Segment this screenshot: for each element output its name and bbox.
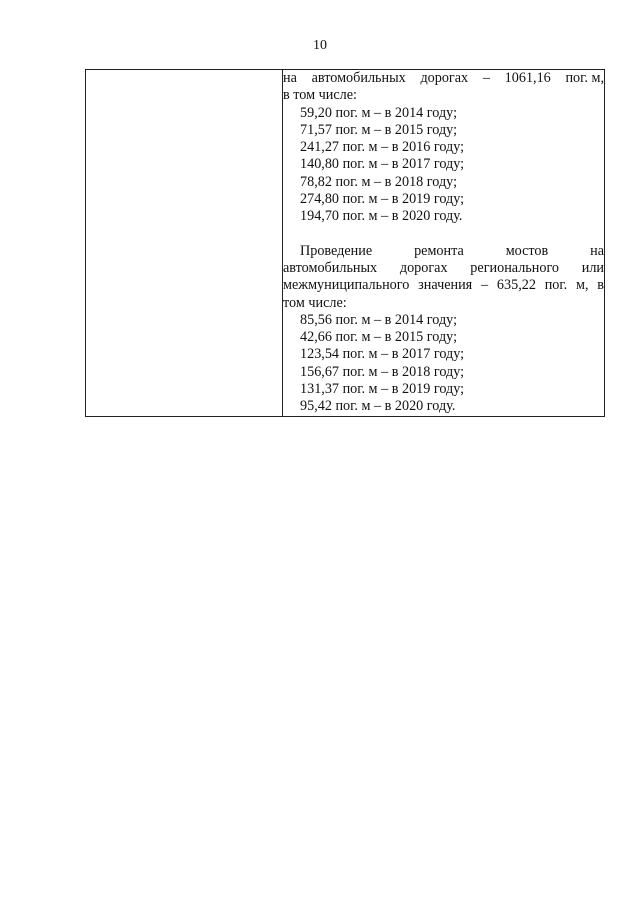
list-item: 95,42 пог. м – в 2020 году. (300, 398, 456, 415)
section1-line1 (283, 70, 604, 87)
section2-line4: том числе: (283, 294, 347, 311)
list-item: 156,67 пог. м – в 2018 году; (300, 363, 465, 380)
paragraph-gap (283, 226, 604, 243)
list-item: 71,57 пог. м – в 2015 году; (300, 121, 458, 138)
word: регионального (470, 259, 560, 276)
word: 1061,16 (504, 70, 551, 86)
section2-line1 (283, 243, 604, 260)
word: пог. (544, 277, 568, 294)
word: м, (575, 277, 589, 294)
section2-year-list (283, 312, 604, 416)
word: автомобильных (283, 259, 378, 276)
word: ремонта (414, 242, 464, 259)
list-item: 140,80 пог. м – в 2017 году; (300, 156, 465, 173)
list-item: 131,37 пог. м – в 2019 году; (300, 381, 465, 398)
word: Проведение (300, 242, 373, 259)
page-number: 10 (313, 38, 327, 53)
program-table (85, 69, 605, 417)
word: на (590, 242, 604, 259)
list-item: 274,80 пог. м – в 2019 году; (300, 191, 465, 208)
list-item: 194,70 пог. м – в 2020 году. (300, 208, 463, 225)
empty-left-cell (86, 70, 283, 417)
list-item: 241,27 пог. м – в 2016 году; (300, 139, 465, 156)
word: или (581, 259, 604, 276)
section-bridges-on-roads (283, 70, 604, 226)
word: мостов (505, 242, 549, 259)
word: межмуниципального (283, 277, 410, 294)
table-row (86, 70, 605, 417)
word: пог. м, (565, 70, 604, 86)
list-item: 59,20 пог. м – в 2014 году; (300, 104, 458, 121)
word: – (482, 70, 490, 86)
word: – (481, 277, 489, 294)
word: в (597, 277, 604, 294)
list-item: 123,54 пог. м – в 2017 году; (300, 346, 465, 363)
word: дорогах (399, 259, 448, 276)
list-item: 42,66 пог. м – в 2015 году; (300, 329, 458, 346)
section1-year-list (283, 105, 604, 226)
section1-line2: в том числе: (283, 87, 357, 104)
word: автомобильных (311, 70, 406, 86)
section2-line2 (283, 260, 604, 277)
section-bridge-repair (283, 243, 604, 416)
word: дорогах (420, 70, 469, 86)
content-cell (283, 70, 605, 417)
word: значения (418, 277, 473, 294)
word: 635,22 (496, 277, 536, 294)
list-item: 78,82 пог. м – в 2018 году; (300, 173, 458, 190)
section2-line3 (283, 277, 604, 294)
list-item: 85,56 пог. м – в 2014 году; (300, 311, 458, 328)
word: на (283, 70, 297, 86)
